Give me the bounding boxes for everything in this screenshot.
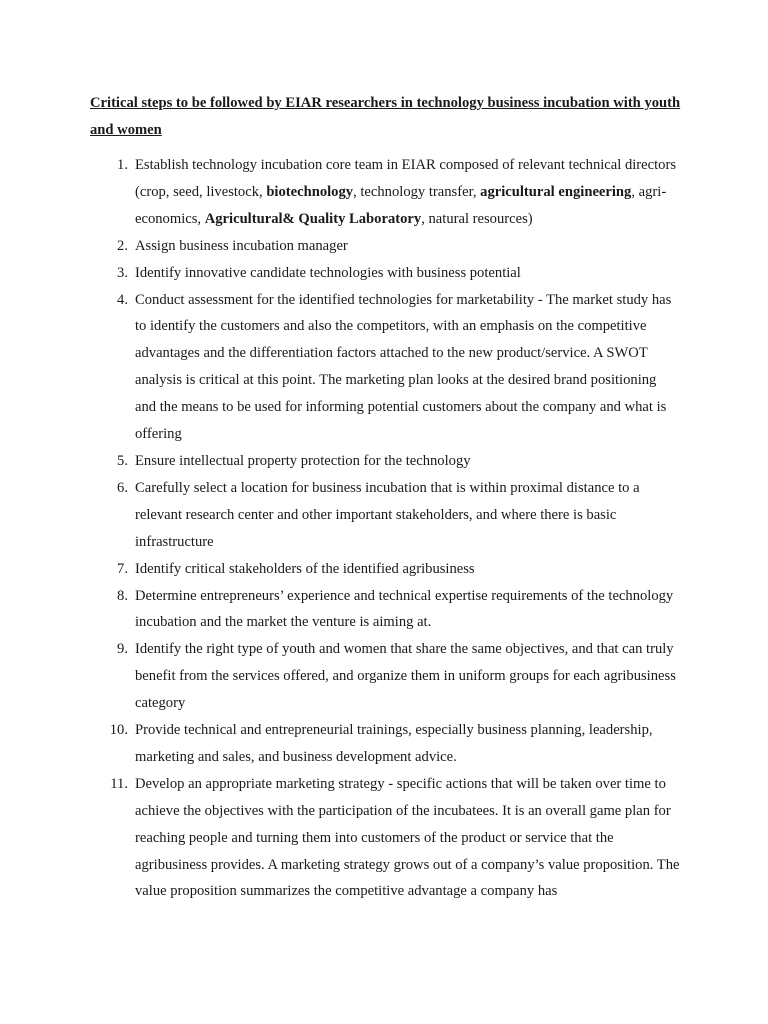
list-item bbox=[90, 287, 680, 448]
step-number: 1. bbox=[117, 157, 128, 173]
list-item bbox=[90, 448, 680, 475]
step-number: 7. bbox=[117, 560, 128, 577]
step-text-run: Identify critical stakeholders of the identified agribusiness bbox=[135, 560, 475, 577]
step-text bbox=[135, 453, 471, 469]
step-text-run: Identify innovative candidate technologies with business potential bbox=[135, 264, 521, 281]
step-text-run: Develop an appropriate marketing strategy - specific actions that will be taken over time to achieve the objectives with the participation of the incubatees. It is an overall game plan for reaching people and turning them into customers of the product or service that the agribusiness provides. A marketing strategy grows out of a company’s value proposition. The value proposition summarizes the competitive advantage a company has bbox=[135, 775, 680, 900]
step-number: 3. bbox=[117, 264, 128, 281]
step-number: 5. bbox=[117, 452, 128, 469]
list-item bbox=[90, 583, 680, 637]
step-text bbox=[135, 265, 521, 281]
list-item bbox=[90, 636, 680, 717]
list-item bbox=[90, 717, 680, 771]
list-item bbox=[90, 475, 680, 556]
list-item bbox=[90, 152, 680, 233]
step-number: 11. bbox=[110, 775, 128, 792]
list-item bbox=[90, 556, 680, 583]
step-text-bold: Agricultural& Quality Laboratory bbox=[204, 210, 422, 227]
step-text-bold: biotechnology bbox=[266, 183, 354, 200]
step-text-run: Ensure intellectual property protection for the technology bbox=[135, 452, 471, 469]
step-number: 4. bbox=[117, 291, 128, 308]
step-text-run: Identify the right type of youth and women that share the same objectives, and that can truly benefit from the services offered, and organize them in uniform groups for each agribusiness category bbox=[135, 641, 676, 712]
list-item bbox=[90, 260, 680, 287]
step-number: 10. bbox=[109, 722, 128, 739]
step-text-run: Conduct assessment for the identified technologies for marketability - The market study has to identify the customers and also the competitors, with an emphasis on the competitive advantages and the differentiation factors attached to the new product/service. A SWOT analysis is critical at this point. The marketing plan looks at the desired brand positioning and the means to be used for informing potential customers about the company and what is offering bbox=[135, 291, 672, 443]
step-text-run: , agri-economics, bbox=[135, 183, 667, 227]
step-text bbox=[135, 722, 653, 765]
list-item bbox=[90, 771, 680, 906]
step-text-run: Carefully select a location for business incubation that is within proximal distance to a relevant research center and other important stakeholders, and where there is basic infrastructure bbox=[135, 479, 640, 550]
list-item bbox=[90, 233, 680, 260]
step-text bbox=[135, 292, 671, 443]
step-number: 9. bbox=[117, 641, 128, 658]
steps-list bbox=[90, 152, 680, 905]
step-text bbox=[135, 238, 348, 254]
step-text-run: Establish technology incubation core team in EIAR composed of relevant technical directors (crop, seed, livestock, bbox=[135, 157, 677, 200]
step-text bbox=[135, 561, 475, 577]
step-number: 8. bbox=[117, 587, 128, 604]
step-number: 6. bbox=[117, 479, 128, 496]
step-text bbox=[135, 776, 679, 900]
step-text-run: , technology transfer, bbox=[353, 183, 481, 200]
step-text bbox=[135, 480, 640, 550]
step-number: 2. bbox=[117, 237, 128, 254]
step-text bbox=[135, 588, 673, 631]
step-text-run: , natural resources) bbox=[421, 210, 533, 227]
step-text-bold: agricultural engineering bbox=[480, 183, 632, 200]
step-text-run: Assign business incubation manager bbox=[135, 237, 348, 254]
step-text-run: Determine entrepreneurs’ experience and technical expertise requirements of the technology incubation and the market the venture is aiming at. bbox=[135, 587, 674, 631]
step-text-run: Provide technical and entrepreneurial trainings, especially business planning, leadership, marketing and sales, and business development advice. bbox=[135, 722, 653, 765]
document-title: Critical steps to be followed by EIAR researchers in technology business incubation with youth and women bbox=[90, 95, 681, 138]
step-text bbox=[135, 641, 676, 711]
step-text bbox=[135, 157, 676, 227]
